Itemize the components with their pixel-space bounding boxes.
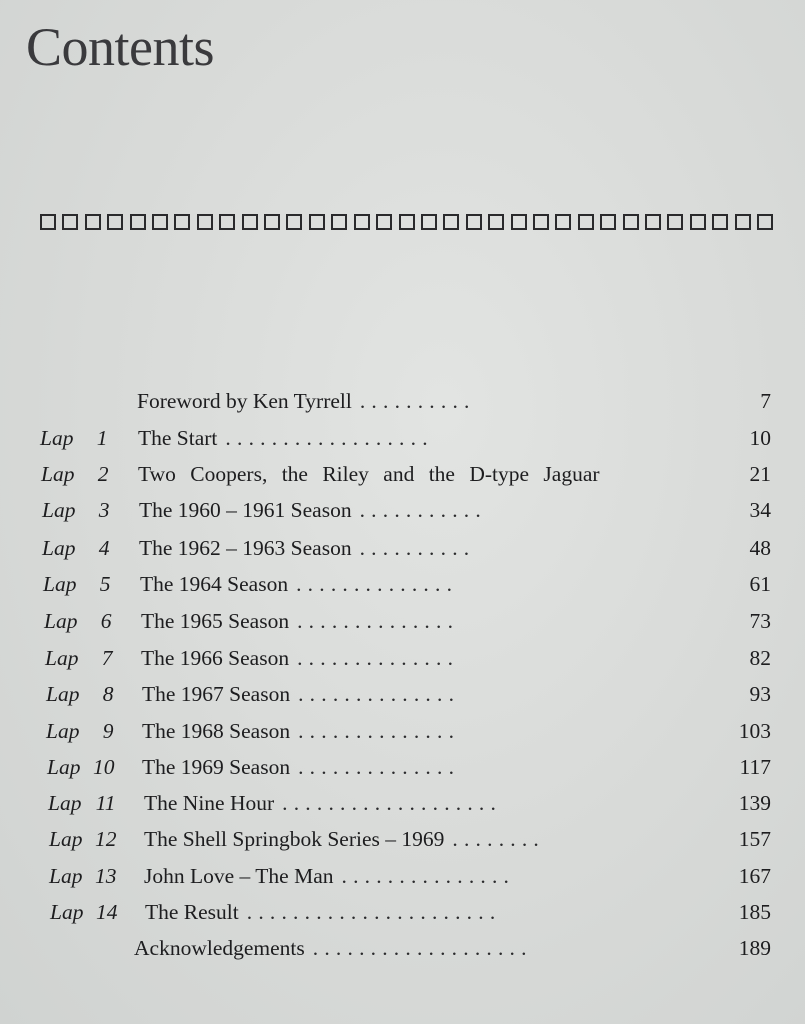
lap-label: [43, 567, 110, 601]
lap-number: 9: [102, 719, 114, 743]
lap-label: [41, 457, 108, 491]
lap-number: 12: [94, 827, 117, 851]
toc-entry: [142, 714, 725, 748]
lap-word: Lap: [41, 462, 75, 486]
ornament-square: [488, 214, 504, 230]
ornament-square: [757, 214, 773, 230]
lap-label: [45, 641, 112, 675]
ornament-square: [421, 214, 437, 230]
toc-row: [0, 531, 805, 565]
toc-entry: [138, 421, 725, 455]
page-number: 7: [760, 389, 771, 413]
toc-entry: [139, 493, 725, 527]
toc-row: [0, 859, 805, 893]
chapter-title: The Nine Hour: [144, 791, 275, 815]
toc-row: [0, 750, 805, 784]
toc-entry: [142, 750, 725, 784]
lap-label: [42, 493, 109, 527]
toc-row: [0, 677, 805, 711]
dot-leader: ...........: [359, 498, 487, 522]
page-number: 93: [749, 682, 771, 706]
lap-number: 7: [101, 646, 113, 670]
page-number: 73: [749, 609, 771, 633]
ornament-square: [152, 214, 168, 230]
lap-word: Lap: [43, 572, 77, 596]
lap-number: 2: [97, 462, 109, 486]
ornament-square: [286, 214, 302, 230]
dot-leader: ..............: [298, 682, 461, 706]
toc-entry: [138, 457, 725, 491]
chapter-title: The Result: [145, 900, 239, 924]
lap-number: 8: [102, 682, 114, 706]
ornament-square: [443, 214, 459, 230]
chapter-title: The 1965 Season: [141, 609, 290, 633]
page-number: 167: [738, 864, 771, 888]
ornament-square: [735, 214, 751, 230]
page-title: Contents: [26, 17, 215, 77]
lap-label: [50, 895, 117, 929]
chapter-title: Two Coopers, the Riley and the D-type Jaguar: [138, 462, 600, 486]
toc-entry: [139, 531, 725, 565]
chapter-title: The 1966 Season: [141, 646, 290, 670]
ornament-square: [331, 214, 347, 230]
lap-label: [49, 859, 116, 893]
toc-row: [0, 786, 805, 820]
ornament-square: [174, 214, 190, 230]
lap-word: Lap: [49, 864, 83, 888]
ornament-square: [107, 214, 123, 230]
ornament-square: [40, 214, 56, 230]
ornament-square: [645, 214, 661, 230]
chapter-title: Acknowledgements: [134, 936, 305, 960]
ornament-square: [376, 214, 392, 230]
page-number: 189: [738, 936, 771, 960]
ornament-square: [264, 214, 280, 230]
page-number: 82: [749, 646, 771, 670]
lap-number: 14: [95, 900, 118, 924]
ornament-square: [600, 214, 616, 230]
page-number: 185: [738, 900, 771, 924]
page-number: 117: [739, 755, 771, 779]
dot-leader: ..............: [298, 755, 461, 779]
dot-leader: ..................: [225, 426, 434, 450]
dot-leader: ..............: [296, 572, 459, 596]
lap-word: Lap: [48, 791, 82, 815]
toc-row: [0, 421, 805, 455]
page-number: 61: [749, 572, 771, 596]
toc-entry: [145, 895, 725, 929]
toc-row: [0, 493, 805, 527]
lap-word: Lap: [47, 755, 81, 779]
ornament-square: [712, 214, 728, 230]
ornament-square: [555, 214, 571, 230]
chapter-title: The 1969 Season: [142, 755, 291, 779]
dot-leader: ..............: [298, 719, 461, 743]
lap-label: [47, 750, 114, 784]
toc-entry: [137, 384, 725, 418]
dot-leader: ..............: [297, 609, 460, 633]
toc-row: [0, 641, 805, 675]
ornament-square: [466, 214, 482, 230]
ornament-square: [62, 214, 78, 230]
toc-entry: [142, 677, 725, 711]
chapter-title: Foreword by Ken Tyrrell: [137, 389, 352, 413]
chapter-title: The 1964 Season: [140, 572, 289, 596]
chapter-title: The 1968 Season: [142, 719, 291, 743]
lap-label: [42, 531, 109, 565]
ornament-square: [623, 214, 639, 230]
square-ornament-border: [40, 211, 773, 233]
page-number: 157: [738, 827, 771, 851]
lap-number: 10: [92, 755, 115, 779]
lap-label: [46, 677, 113, 711]
lap-word: Lap: [49, 827, 83, 851]
lap-label: [46, 714, 113, 748]
ornament-square: [309, 214, 325, 230]
lap-number: 3: [98, 498, 110, 522]
ornament-square: [197, 214, 213, 230]
toc-entry: [144, 786, 725, 820]
lap-number: 11: [95, 791, 116, 815]
ornament-square: [399, 214, 415, 230]
ornament-square: [354, 214, 370, 230]
page-number: 10: [749, 426, 771, 450]
lap-number: 13: [94, 864, 117, 888]
lap-label: [49, 822, 116, 856]
toc-row: [0, 931, 805, 965]
lap-label: [44, 604, 111, 638]
dot-leader: ......................: [246, 900, 502, 924]
chapter-title: The 1960 – 1961 Season: [139, 498, 352, 522]
lap-word: Lap: [40, 426, 74, 450]
lap-word: Lap: [42, 536, 76, 560]
toc-row: [0, 714, 805, 748]
ornament-square: [511, 214, 527, 230]
lap-word: Lap: [45, 646, 79, 670]
toc-entry: [144, 822, 725, 856]
ornament-square: [578, 214, 594, 230]
page-number: 34: [749, 498, 771, 522]
lap-number: 4: [98, 536, 110, 560]
toc-row: [0, 604, 805, 638]
toc-entry: [144, 859, 725, 893]
chapter-title: The Shell Springbok Series – 1969: [144, 827, 445, 851]
lap-number: 6: [100, 609, 112, 633]
page-number: 48: [749, 536, 771, 560]
page-number: 103: [738, 719, 771, 743]
dot-leader: ..........: [359, 389, 476, 413]
lap-word: Lap: [46, 719, 80, 743]
lap-word: Lap: [44, 609, 78, 633]
chapter-title: John Love – The Man: [144, 864, 334, 888]
page-number: 21: [749, 462, 771, 486]
toc-entry: [141, 604, 725, 638]
ornament-square: [130, 214, 146, 230]
chapter-title: The 1967 Season: [142, 682, 291, 706]
chapter-title: The 1962 – 1963 Season: [139, 536, 352, 560]
lap-word: Lap: [42, 498, 76, 522]
ornament-square: [219, 214, 235, 230]
ornament-square: [242, 214, 258, 230]
dot-leader: ...................: [312, 936, 533, 960]
ornament-square: [690, 214, 706, 230]
dot-leader: ...................: [282, 791, 503, 815]
lap-label: [48, 786, 115, 820]
lap-number: 1: [96, 426, 108, 450]
toc-row: [0, 567, 805, 601]
dot-leader: ..............: [297, 646, 460, 670]
dot-leader: ...............: [341, 864, 516, 888]
toc-entry: [134, 931, 725, 965]
lap-number: 5: [99, 572, 111, 596]
chapter-title: The Start: [138, 426, 218, 450]
dot-leader: ..........: [359, 536, 476, 560]
lap-word: Lap: [50, 900, 84, 924]
ornament-square: [85, 214, 101, 230]
ornament-square: [667, 214, 683, 230]
page-number: 139: [738, 791, 771, 815]
ornament-square: [533, 214, 549, 230]
lap-label: [40, 421, 107, 455]
toc-row: [0, 384, 805, 418]
toc-entry: [141, 641, 725, 675]
toc-row: [0, 895, 805, 929]
lap-word: Lap: [46, 682, 80, 706]
toc-entry: [140, 567, 725, 601]
toc-row: [0, 457, 805, 491]
toc-row: [0, 822, 805, 856]
dot-leader: ........: [452, 827, 545, 851]
